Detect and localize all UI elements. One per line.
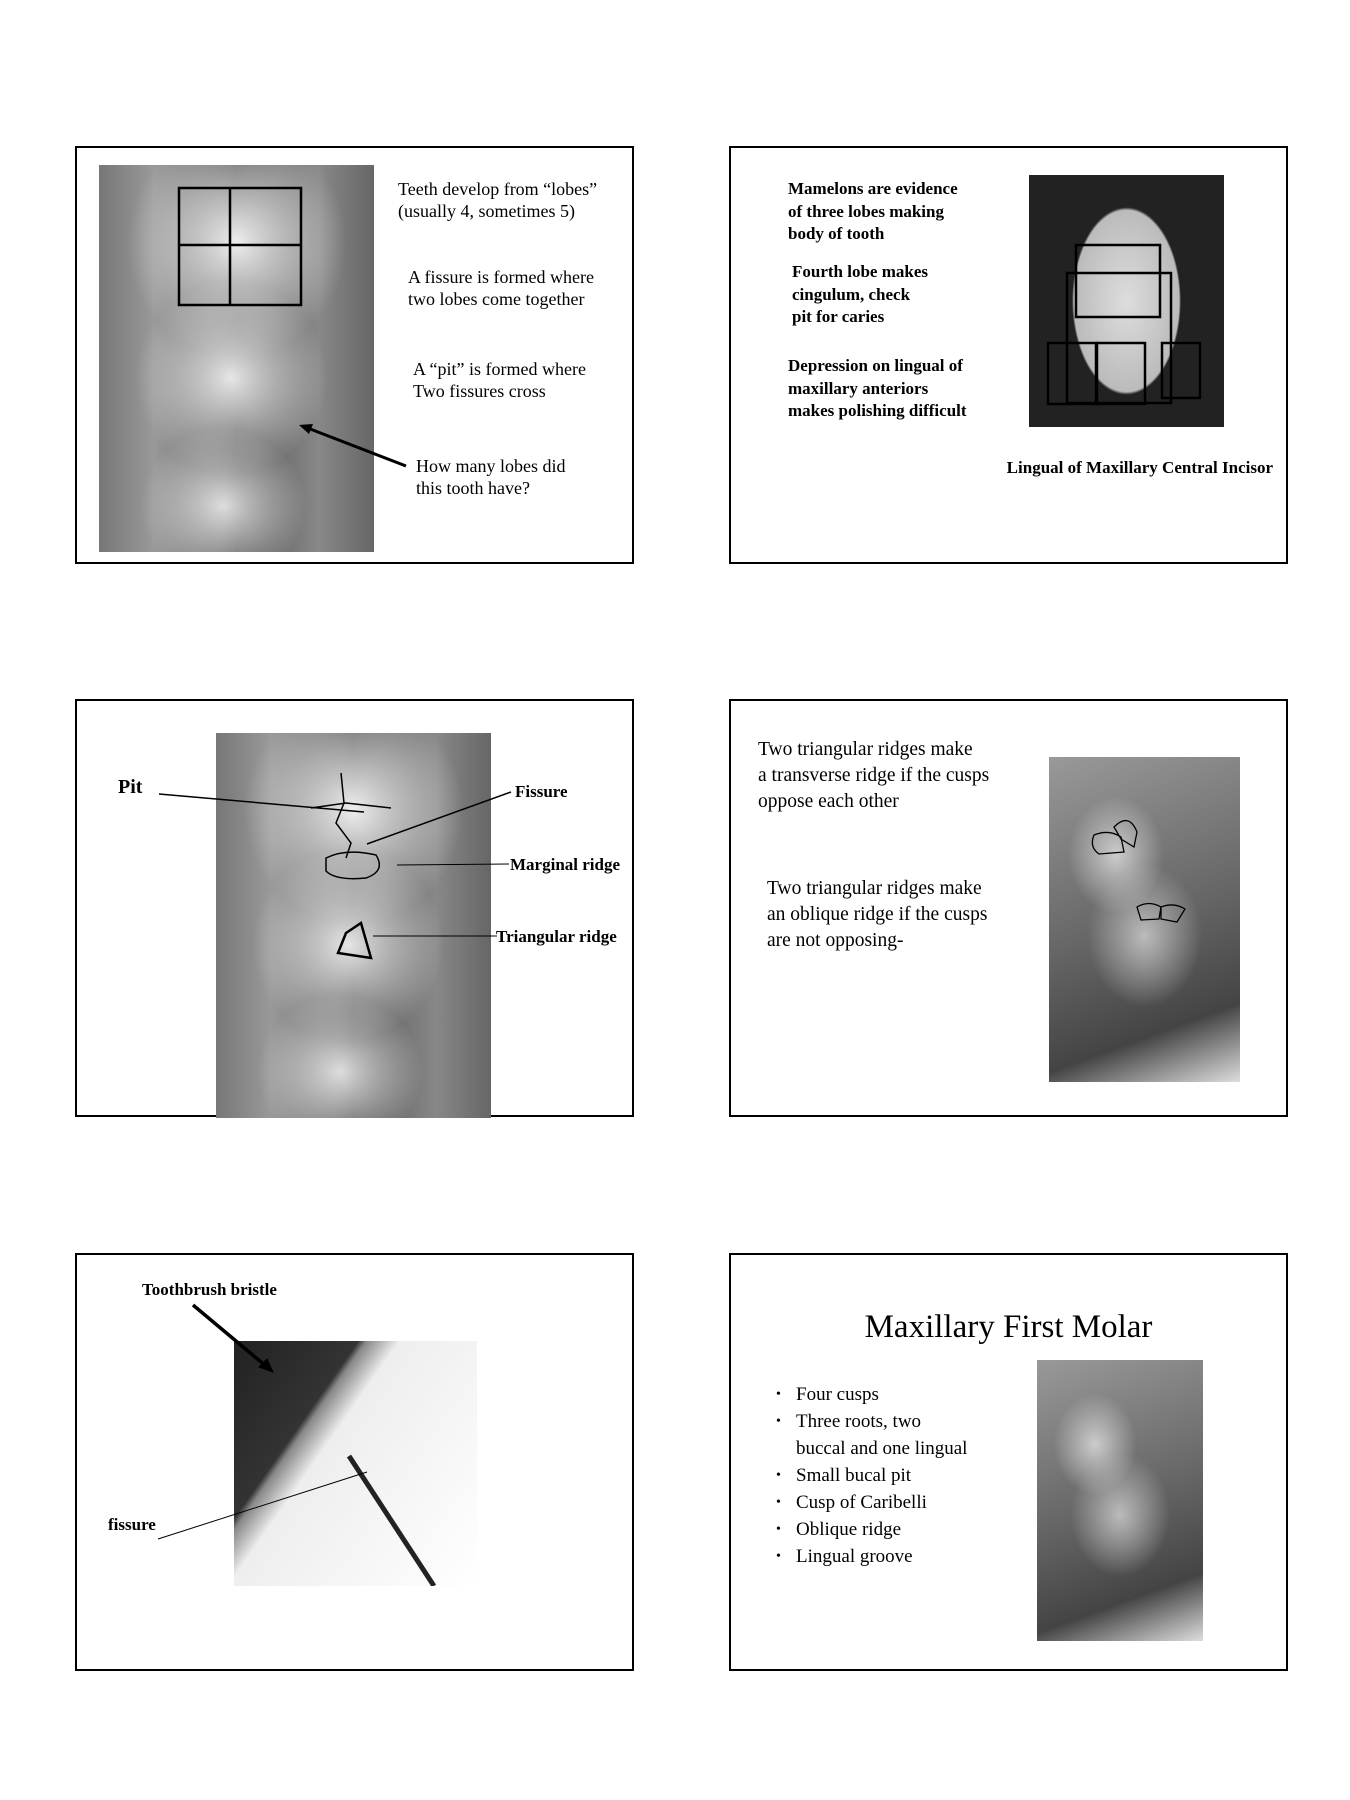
lobe-boxes-overlay xyxy=(1029,175,1224,427)
label-fissure: Fissure xyxy=(515,782,568,801)
slide-title: Maxillary First Molar xyxy=(864,1309,1153,1345)
list-item: • Four cusps xyxy=(776,1381,967,1408)
slide-mamelons xyxy=(729,146,1288,564)
list-item: • Lingual groove xyxy=(776,1543,967,1570)
slide-bristle xyxy=(75,1253,634,1671)
slide-lobes xyxy=(75,146,634,564)
label-fissure: fissure xyxy=(108,1515,156,1534)
text-fourth-lobe: Fourth lobe makes cingulum, check pit for caries xyxy=(792,262,928,326)
pointer-lines xyxy=(77,701,636,1119)
slide-transverse-oblique xyxy=(729,699,1288,1117)
label-toothbrush-bristle: Toothbrush bristle xyxy=(142,1280,277,1299)
text-pit: A “pit” is formed where Two fissures cross xyxy=(413,359,586,401)
text-question: How many lobes did this tooth have? xyxy=(416,456,566,498)
molars-photo xyxy=(1037,1360,1203,1641)
text-depression: Depression on lingual of maxillary anteriors makes polishing difficult xyxy=(788,356,967,420)
list-item: • Three roots, two buccal and one lingual xyxy=(776,1408,967,1462)
slide-maxillary-first-molar xyxy=(729,1253,1288,1671)
text-fissure: A fissure is formed where two lobes come together xyxy=(408,267,594,309)
text-transverse: Two triangular ridges make a transverse ridge if the cusps oppose each other xyxy=(758,739,990,812)
pointer-lines xyxy=(77,1255,636,1673)
arrow-icon xyxy=(77,148,636,566)
bullet-list xyxy=(776,1381,967,1570)
list-item: • Cusp of Caribelli xyxy=(776,1489,967,1516)
label-pit: Pit xyxy=(118,776,143,798)
text-mamelons: Mamelons are evidence of three lobes making body of tooth xyxy=(788,179,958,243)
slide-ridges xyxy=(75,699,634,1117)
incisor-photo xyxy=(1029,175,1224,427)
text-lobes: Teeth develop from “lobes” (usually 4, sometimes 5) xyxy=(398,179,598,221)
caption-incisor: Lingual of Maxillary Central Incisor xyxy=(1006,458,1273,477)
list-item: • Small bucal pit xyxy=(776,1462,967,1489)
ridge-outline-overlay xyxy=(1049,757,1240,1082)
list-item: • Oblique ridge xyxy=(776,1516,967,1543)
label-triangular-ridge: Triangular ridge xyxy=(496,927,617,946)
text-oblique: Two triangular ridges make an oblique ridge if the cusps are not opposing- xyxy=(767,878,988,951)
label-marginal-ridge: Marginal ridge xyxy=(510,855,621,874)
molars-photo xyxy=(1049,757,1240,1082)
